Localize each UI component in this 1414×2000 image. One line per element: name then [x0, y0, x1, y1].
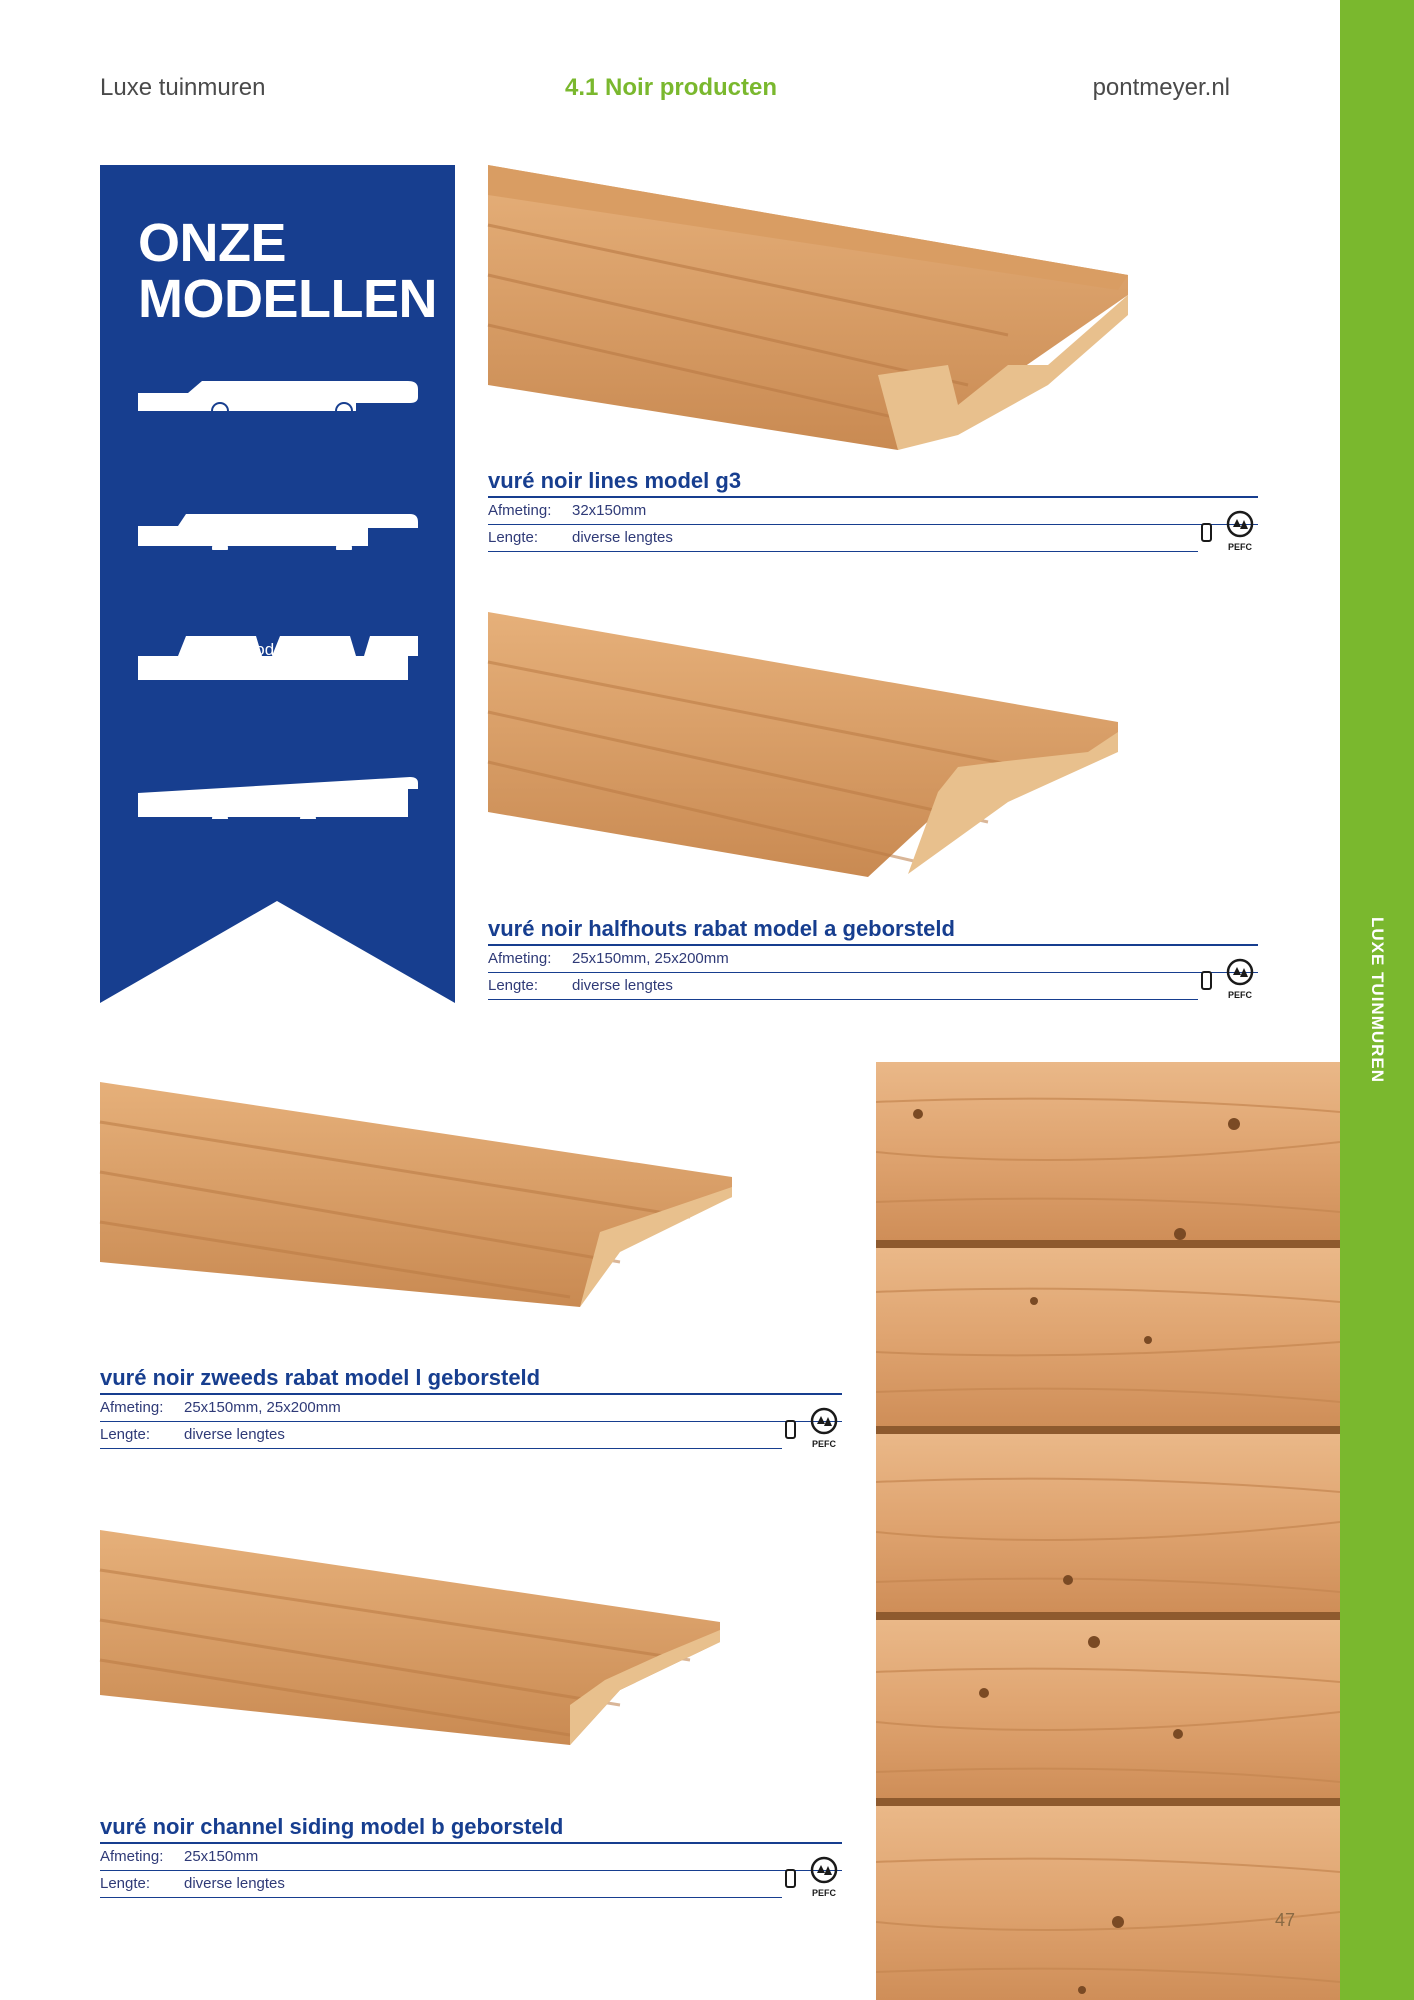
- product-zweeds-rabat: [100, 1363, 842, 1449]
- afmeting-row: [100, 1395, 842, 1422]
- profile-b-icon: [138, 510, 418, 556]
- pefc-certificate-icon: [1200, 510, 1258, 554]
- model-a: [138, 375, 418, 405]
- section-title: Luxe tuinmuren: [100, 74, 266, 101]
- lengte-value: diverse lengtes: [184, 1426, 285, 1443]
- banner-title-line2: MODELLEN: [138, 269, 437, 329]
- plank-photo-zweeds: [100, 1082, 740, 1312]
- afmeting-value: 25x150mm: [184, 1848, 259, 1865]
- product-title: vuré noir channel siding model b geborsteld: [100, 1812, 842, 1844]
- lengte-row: [488, 525, 1198, 552]
- afmeting-value: 25x150mm, 25x200mm: [184, 1399, 341, 1416]
- lengte-value: diverse lengtes: [572, 977, 673, 994]
- lengte-row: [488, 973, 1198, 1000]
- afmeting-label: Afmeting:: [100, 1848, 164, 1865]
- lengte-row: [100, 1871, 782, 1898]
- models-banner: [100, 165, 455, 1003]
- lengte-label: Lengte:: [488, 529, 539, 546]
- product-lines-g3: [488, 466, 1258, 552]
- afmeting-label: Afmeting:: [488, 950, 552, 967]
- afmeting-value: 25x150mm, 25x200mm: [572, 950, 729, 967]
- lengte-label: Lengte:: [100, 1875, 151, 1892]
- banner-title: [138, 215, 437, 327]
- pefc-label: PEFC: [1227, 990, 1253, 1000]
- afmeting-label: Afmeting:: [100, 1399, 164, 1416]
- side-tab-label: LUXE TUINMUREN: [1368, 916, 1387, 1084]
- wood-wall-photo: [876, 1062, 1340, 2000]
- lengte-value: diverse lengtes: [184, 1875, 285, 1892]
- pefc-certificate-icon: [784, 1856, 842, 1900]
- product-title: vuré noir halfhouts rabat model a geborsteld: [488, 914, 1258, 946]
- product-title: vuré noir lines model g3: [488, 466, 1258, 498]
- banner-title-line1: ONZE: [138, 213, 287, 273]
- pefc-certificate-icon: [1200, 958, 1258, 1002]
- lengte-label: Lengte:: [488, 977, 539, 994]
- website-link[interactable]: pontmeyer.nl: [1092, 74, 1230, 101]
- afmeting-row: [100, 1844, 842, 1871]
- afmeting-label: Afmeting:: [488, 502, 552, 519]
- page-number: 47: [1275, 1910, 1296, 1930]
- pefc-certificate-icon: [784, 1407, 842, 1451]
- plank-photo-g3: [488, 165, 1138, 455]
- plank-photo-halfhouts: [488, 612, 1128, 882]
- profile-a-icon: [138, 375, 418, 421]
- afmeting-row: [488, 946, 1258, 973]
- product-halfhouts-rabat: [488, 914, 1258, 1000]
- pefc-label: PEFC: [811, 1439, 837, 1449]
- side-tab: [1340, 0, 1414, 2000]
- pefc-label: PEFC: [811, 1888, 837, 1898]
- product-channel-siding: [100, 1812, 842, 1898]
- product-title: vuré noir zweeds rabat model l geborsteld: [100, 1363, 842, 1395]
- chapter-title: 4.1 Noir producten: [565, 74, 778, 101]
- model-b: [138, 510, 418, 540]
- profile-g3-icon: [138, 630, 418, 690]
- model-l: [138, 775, 418, 805]
- lengte-row: [100, 1422, 782, 1449]
- afmeting-row: [488, 498, 1258, 525]
- plank-photo-channel: [100, 1530, 730, 1750]
- model-g3: [138, 630, 418, 660]
- pefc-label: PEFC: [1227, 542, 1253, 552]
- lengte-label: Lengte:: [100, 1426, 151, 1443]
- profile-l-icon: [138, 775, 418, 825]
- afmeting-value: 32x150mm: [572, 502, 647, 519]
- lengte-value: diverse lengtes: [572, 529, 673, 546]
